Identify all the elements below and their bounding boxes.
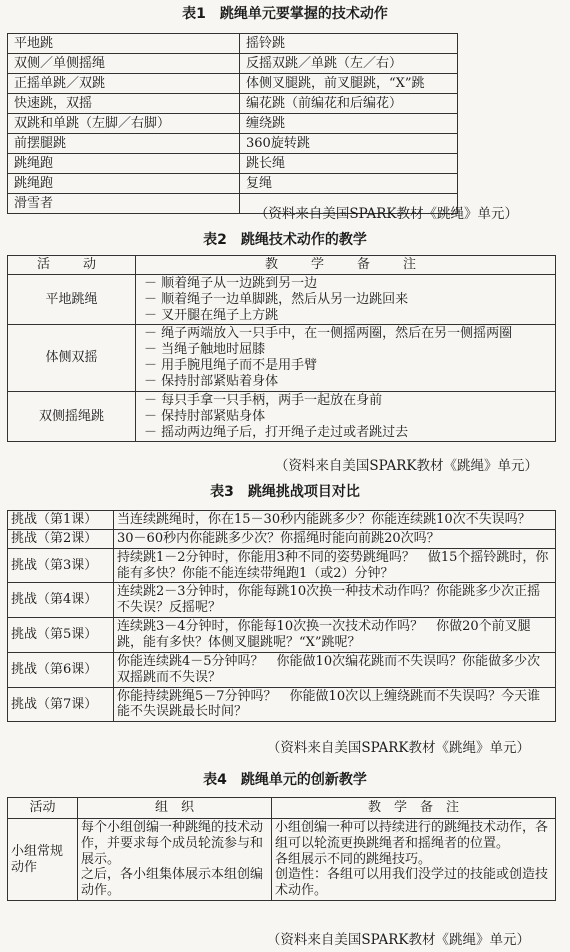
table3-challenge-cell: 30－60秒内你能跳多少次？你摇绳时能向前跳20次吗？ xyxy=(114,529,556,548)
table3-row xyxy=(8,652,556,687)
table3-challenge-cell: 当连续跳绳时，你在15－30秒内能跳多少？你能连续跳10次不失误吗？ xyxy=(114,511,556,530)
table1-row xyxy=(8,54,458,74)
table2-row xyxy=(8,274,556,325)
table3-lesson-cell: 挑战（第4课） xyxy=(8,583,114,618)
table4-org-line: 之后，各小组集体展示本组创编动作。 xyxy=(81,867,264,899)
table4-header-notes: 教 学 备 注 xyxy=(272,798,556,819)
table3-challenge-cell: 连续跳2－3分钟时，你能每跳10次换一种技术动作吗？你能跳多少次正摇不失误？反摇呢？ xyxy=(114,583,556,618)
table1-row xyxy=(8,174,458,194)
table1-cell: 滑雪者 xyxy=(8,194,240,214)
table2-activity-cell: 体侧双摇 xyxy=(8,325,136,391)
table2-note-line: － 顺着绳子一边单脚跳，然后从另一边跳回来 xyxy=(144,291,409,307)
table2 xyxy=(7,255,556,442)
table3-lesson-cell: 挑战（第2课） xyxy=(8,529,114,548)
table1-cell: 跳长绳 xyxy=(240,154,458,174)
table1-cell: 快速跳，双摇 xyxy=(8,94,240,114)
table1-cell: 编花跳（前编花和后编花） xyxy=(240,94,458,114)
table1-cell: 前摆腿跳 xyxy=(8,134,240,154)
table4-note-line: 各组展示不同的跳绳技巧。 xyxy=(275,851,432,867)
table3-lesson-cell: 挑战（第6课） xyxy=(8,652,114,687)
table1-cell: 反摇双跳／单跳（左／右） xyxy=(240,54,458,74)
table2-source: （资料来自美国SPARK教材《跳绳》单元） xyxy=(274,458,538,474)
table4-org-line: 每个小组创编一种跳绳的技术动作，并要求每个成员轮流参与和展示。 xyxy=(81,819,264,867)
table3-challenge-cell: 持续跳1－2分钟时，你能用3种不同的姿势跳绳吗？ 做15个摇铃跳时，你能有多快？你能不能连续带绳跑1（或2）分钟？ xyxy=(114,548,556,583)
table4-note-line: 小组创编一种可以持续进行的跳绳技术动作，各组可以轮流更换跳绳者和摇绳者的位置。 xyxy=(275,819,549,851)
table3-row xyxy=(8,529,556,548)
table1-cell: 缠绕跳 xyxy=(240,114,458,134)
table1-row xyxy=(8,134,458,154)
table2-note-line: － 保持肘部紧贴身体 xyxy=(144,408,266,424)
table4-org-cell xyxy=(78,818,272,900)
table1-row xyxy=(8,94,458,114)
table2-note-line: － 摇动两边绳子后，打开绳子走过或者跳过去 xyxy=(144,424,409,440)
table4-header-activity: 活动 xyxy=(8,798,78,819)
table2-note-line: － 绳子两端放入一只手中，在一侧摇两圈，然后在另一侧摇两圈 xyxy=(144,326,513,342)
table1-row xyxy=(8,154,458,174)
table3 xyxy=(7,510,556,722)
table1 xyxy=(7,33,458,214)
table1-cell: 跳绳跑 xyxy=(8,154,240,174)
table3-challenge-cell: 你能连续跳4－5分钟吗？ 你能做10次编花跳而不失误吗？你能做多少次双摇跳而不失误？ xyxy=(114,652,556,687)
table3-title: 表3 跳绳挑战项目对比 xyxy=(210,484,360,500)
table1-cell: 体侧叉腿跳，前叉腿跳，“X”跳 xyxy=(240,74,458,94)
table1-row xyxy=(8,34,458,54)
table3-row xyxy=(8,618,556,653)
table2-note-line: － 用手腕甩绳子而不是用手臂 xyxy=(144,358,318,374)
table3-row xyxy=(8,687,556,722)
table1-source: （资料来自美国SPARK教材《跳绳》单元） xyxy=(254,206,518,222)
table4-source: （资料来自美国SPARK教材《跳绳》单元） xyxy=(266,932,530,948)
table2-note-line: － 顺着绳子从一边跳到另一边 xyxy=(144,275,318,291)
table1-cell: 复绳 xyxy=(240,174,458,194)
table3-lesson-cell: 挑战（第3课） xyxy=(8,548,114,583)
table2-row xyxy=(8,325,556,391)
table2-note-line: － 保持肘部紧贴着身体 xyxy=(144,374,279,390)
table2-note-line: － 叉开腿在绳子上方跳 xyxy=(144,307,279,323)
table1-title: 表1 跳绳单元要掌握的技术动作 xyxy=(182,6,388,22)
table2-notes-cell xyxy=(136,391,556,442)
table1-cell: 跳绳跑 xyxy=(8,174,240,194)
table4-title: 表4 跳绳单元的创新教学 xyxy=(203,772,367,788)
table3-challenge-cell: 连续跳3－4分钟时，你能每10次换一次技术动作吗？ 你做20个前叉腿跳，能有多快？体侧叉腿跳呢？“X”跳呢？ xyxy=(114,618,556,653)
table1-cell: 360旋转跳 xyxy=(240,134,458,154)
table3-source: （资料来自美国SPARK教材《跳绳》单元） xyxy=(266,740,530,756)
table4 xyxy=(7,797,556,901)
table3-challenge-cell: 你能持续跳绳5－7分钟吗？ 你能做10次以上缠绕跳而不失误吗？今天谁能不失误跳最长时间？ xyxy=(114,687,556,722)
table4-activity-cell: 小组常规动作 xyxy=(8,818,78,900)
table4-notes-cell xyxy=(272,818,556,900)
table2-header-activity: 活 动 xyxy=(8,256,136,275)
table1-cell: 平地跳 xyxy=(8,34,240,54)
table2-header-notes: 教 学 备 注 xyxy=(136,256,556,275)
table1-row xyxy=(8,74,458,94)
table3-row xyxy=(8,548,556,583)
table2-note-line: － 每只手拿一只手柄，两手一起放在身前 xyxy=(144,392,383,408)
table2-notes-cell xyxy=(136,325,556,391)
table1-row xyxy=(8,114,458,134)
table3-row xyxy=(8,583,556,618)
table1-cell: 摇铃跳 xyxy=(240,34,458,54)
table2-title: 表2 跳绳技术动作的教学 xyxy=(203,232,367,248)
table1-cell: 双侧／单侧摇绳 xyxy=(8,54,240,74)
table2-activity-cell: 平地跳绳 xyxy=(8,274,136,325)
table1-cell: 正摇单跳／双跳 xyxy=(8,74,240,94)
table4-header-org: 组 织 xyxy=(78,798,272,819)
table2-note-line: － 当绳子触地时屈膝 xyxy=(144,342,266,358)
table1-cell: 双跳和单跳（左脚／右脚） xyxy=(8,114,240,134)
table3-lesson-cell: 挑战（第5课） xyxy=(8,618,114,653)
table2-notes-cell xyxy=(136,274,556,325)
table2-activity-cell: 双侧摇绳跳 xyxy=(8,391,136,442)
table3-lesson-cell: 挑战（第1课） xyxy=(8,511,114,530)
table2-row xyxy=(8,391,556,442)
table3-row xyxy=(8,511,556,530)
table4-note-line: 创造性：各组可以用我们没学过的技能或创造技术动作。 xyxy=(275,867,549,899)
table3-lesson-cell: 挑战（第7课） xyxy=(8,687,114,722)
